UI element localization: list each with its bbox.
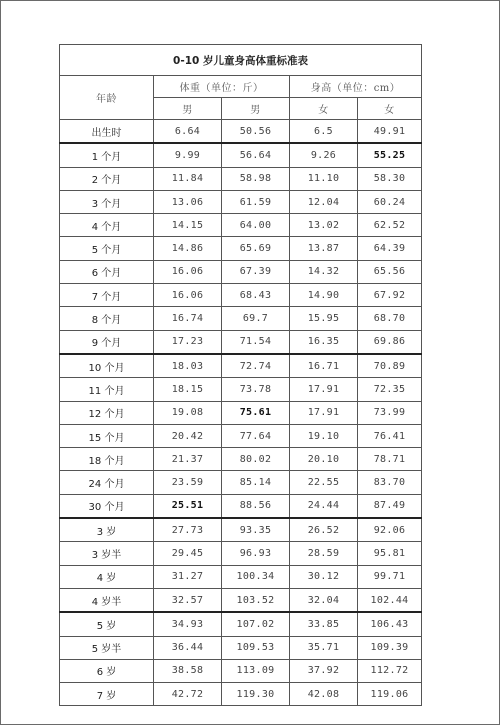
value-cell: 65.69 <box>222 237 290 260</box>
table-row <box>60 214 422 237</box>
age-cell: 4 个月 <box>60 214 154 237</box>
value-cell: 60.24 <box>358 190 422 213</box>
value-cell: 16.74 <box>154 307 222 330</box>
value-cell: 77.64 <box>222 424 290 447</box>
sex-header-weight-male-2: 男 <box>222 98 290 120</box>
table-row <box>60 588 422 612</box>
value-cell: 13.87 <box>290 237 358 260</box>
value-cell: 9.26 <box>290 143 358 167</box>
value-cell: 22.55 <box>290 471 358 494</box>
value-cell: 6.64 <box>154 120 222 144</box>
age-cell: 6 岁 <box>60 659 154 682</box>
value-cell: 95.81 <box>358 542 422 565</box>
age-cell: 8 个月 <box>60 307 154 330</box>
value-cell: 87.49 <box>358 494 422 518</box>
age-cell: 9 个月 <box>60 330 154 354</box>
height-header: 身高（单位：cm） <box>290 76 422 98</box>
value-cell: 32.57 <box>154 588 222 612</box>
value-cell: 11.84 <box>154 167 222 190</box>
value-cell: 20.10 <box>290 448 358 471</box>
sex-header-weight-male-1: 男 <box>154 98 222 120</box>
value-cell: 112.72 <box>358 659 422 682</box>
table-row <box>60 260 422 283</box>
table-row <box>60 612 422 636</box>
value-cell: 13.02 <box>290 214 358 237</box>
value-cell: 32.04 <box>290 588 358 612</box>
value-cell: 17.91 <box>290 378 358 401</box>
value-cell: 14.90 <box>290 284 358 307</box>
table-row <box>60 471 422 494</box>
value-cell: 42.72 <box>154 683 222 706</box>
value-cell: 12.04 <box>290 190 358 213</box>
age-cell: 4 岁半 <box>60 588 154 612</box>
value-cell: 19.08 <box>154 401 222 424</box>
value-cell: 19.10 <box>290 424 358 447</box>
table-row <box>60 307 422 330</box>
age-cell: 出生时 <box>60 120 154 144</box>
table-row <box>60 190 422 213</box>
table-row <box>60 167 422 190</box>
value-cell: 36.44 <box>154 636 222 659</box>
value-cell: 24.44 <box>290 494 358 518</box>
value-cell: 14.32 <box>290 260 358 283</box>
age-cell: 24 个月 <box>60 471 154 494</box>
value-cell: 11.10 <box>290 167 358 190</box>
value-cell: 69.86 <box>358 330 422 354</box>
table-title: 0-10 岁儿童身高体重标准表 <box>60 45 422 76</box>
value-cell: 68.70 <box>358 307 422 330</box>
value-cell: 50.56 <box>222 120 290 144</box>
value-cell: 68.43 <box>222 284 290 307</box>
value-cell: 73.99 <box>358 401 422 424</box>
value-cell: 16.06 <box>154 284 222 307</box>
value-cell: 71.54 <box>222 330 290 354</box>
age-cell: 5 岁 <box>60 612 154 636</box>
value-cell: 109.53 <box>222 636 290 659</box>
value-cell: 78.71 <box>358 448 422 471</box>
value-cell: 61.59 <box>222 190 290 213</box>
table-row <box>60 565 422 588</box>
weight-header: 体重（单位：斤） <box>154 76 290 98</box>
value-cell: 15.95 <box>290 307 358 330</box>
value-cell: 58.30 <box>358 167 422 190</box>
value-cell: 64.00 <box>222 214 290 237</box>
value-cell: 38.58 <box>154 659 222 682</box>
age-cell: 3 岁半 <box>60 542 154 565</box>
age-cell: 2 个月 <box>60 167 154 190</box>
value-cell: 64.39 <box>358 237 422 260</box>
value-cell: 16.71 <box>290 354 358 378</box>
value-cell: 109.39 <box>358 636 422 659</box>
value-cell: 14.15 <box>154 214 222 237</box>
table-row <box>60 542 422 565</box>
value-cell: 42.08 <box>290 683 358 706</box>
value-cell: 62.52 <box>358 214 422 237</box>
age-cell: 11 个月 <box>60 378 154 401</box>
value-cell: 119.06 <box>358 683 422 706</box>
table-row <box>60 659 422 682</box>
value-cell: 56.64 <box>222 143 290 167</box>
age-cell: 1 个月 <box>60 143 154 167</box>
value-cell: 80.02 <box>222 448 290 471</box>
value-cell: 9.99 <box>154 143 222 167</box>
value-cell: 17.91 <box>290 401 358 424</box>
table-row <box>60 284 422 307</box>
table-row <box>60 237 422 260</box>
value-cell: 76.41 <box>358 424 422 447</box>
value-cell: 35.71 <box>290 636 358 659</box>
value-cell: 49.91 <box>358 120 422 144</box>
value-cell: 70.89 <box>358 354 422 378</box>
age-cell: 15 个月 <box>60 424 154 447</box>
age-cell: 5 岁半 <box>60 636 154 659</box>
value-cell: 37.92 <box>290 659 358 682</box>
table-row <box>60 330 422 354</box>
sex-header-height-female-2: 女 <box>358 98 422 120</box>
age-header: 年龄 <box>60 76 154 120</box>
value-cell: 58.98 <box>222 167 290 190</box>
value-cell: 13.06 <box>154 190 222 213</box>
value-cell: 69.7 <box>222 307 290 330</box>
table-row <box>60 378 422 401</box>
table-row <box>60 448 422 471</box>
age-cell: 4 岁 <box>60 565 154 588</box>
value-cell: 72.74 <box>222 354 290 378</box>
value-cell: 107.02 <box>222 612 290 636</box>
age-cell: 7 个月 <box>60 284 154 307</box>
age-cell: 6 个月 <box>60 260 154 283</box>
value-cell: 96.93 <box>222 542 290 565</box>
value-cell: 33.85 <box>290 612 358 636</box>
age-cell: 3 岁 <box>60 518 154 542</box>
value-cell: 30.12 <box>290 565 358 588</box>
age-cell: 10 个月 <box>60 354 154 378</box>
value-cell: 102.44 <box>358 588 422 612</box>
value-cell: 16.06 <box>154 260 222 283</box>
value-cell: 75.61 <box>222 401 290 424</box>
value-cell: 20.42 <box>154 424 222 447</box>
value-cell: 93.35 <box>222 518 290 542</box>
value-cell: 67.39 <box>222 260 290 283</box>
table-row <box>60 518 422 542</box>
value-cell: 55.25 <box>358 143 422 167</box>
value-cell: 73.78 <box>222 378 290 401</box>
value-cell: 18.15 <box>154 378 222 401</box>
value-cell: 25.51 <box>154 494 222 518</box>
age-cell: 7 岁 <box>60 683 154 706</box>
value-cell: 28.59 <box>290 542 358 565</box>
value-cell: 92.06 <box>358 518 422 542</box>
growth-standard-table <box>59 44 422 706</box>
value-cell: 6.5 <box>290 120 358 144</box>
value-cell: 34.93 <box>154 612 222 636</box>
value-cell: 27.73 <box>154 518 222 542</box>
age-cell: 12 个月 <box>60 401 154 424</box>
value-cell: 23.59 <box>154 471 222 494</box>
table-row <box>60 683 422 706</box>
value-cell: 88.56 <box>222 494 290 518</box>
value-cell: 67.92 <box>358 284 422 307</box>
value-cell: 31.27 <box>154 565 222 588</box>
value-cell: 119.30 <box>222 683 290 706</box>
value-cell: 106.43 <box>358 612 422 636</box>
age-cell: 3 个月 <box>60 190 154 213</box>
value-cell: 85.14 <box>222 471 290 494</box>
sex-header-height-female-1: 女 <box>290 98 358 120</box>
value-cell: 18.03 <box>154 354 222 378</box>
value-cell: 113.09 <box>222 659 290 682</box>
value-cell: 72.35 <box>358 378 422 401</box>
table-row <box>60 636 422 659</box>
age-cell: 18 个月 <box>60 448 154 471</box>
table-row <box>60 401 422 424</box>
table-row <box>60 424 422 447</box>
value-cell: 29.45 <box>154 542 222 565</box>
value-cell: 21.37 <box>154 448 222 471</box>
value-cell: 14.86 <box>154 237 222 260</box>
table-row <box>60 120 422 144</box>
value-cell: 65.56 <box>358 260 422 283</box>
value-cell: 100.34 <box>222 565 290 588</box>
value-cell: 99.71 <box>358 565 422 588</box>
table-row <box>60 143 422 167</box>
value-cell: 16.35 <box>290 330 358 354</box>
age-cell: 5 个月 <box>60 237 154 260</box>
age-cell: 30 个月 <box>60 494 154 518</box>
document-body <box>59 44 421 706</box>
value-cell: 26.52 <box>290 518 358 542</box>
value-cell: 103.52 <box>222 588 290 612</box>
value-cell: 17.23 <box>154 330 222 354</box>
table-row <box>60 354 422 378</box>
value-cell: 83.70 <box>358 471 422 494</box>
table-row <box>60 494 422 518</box>
